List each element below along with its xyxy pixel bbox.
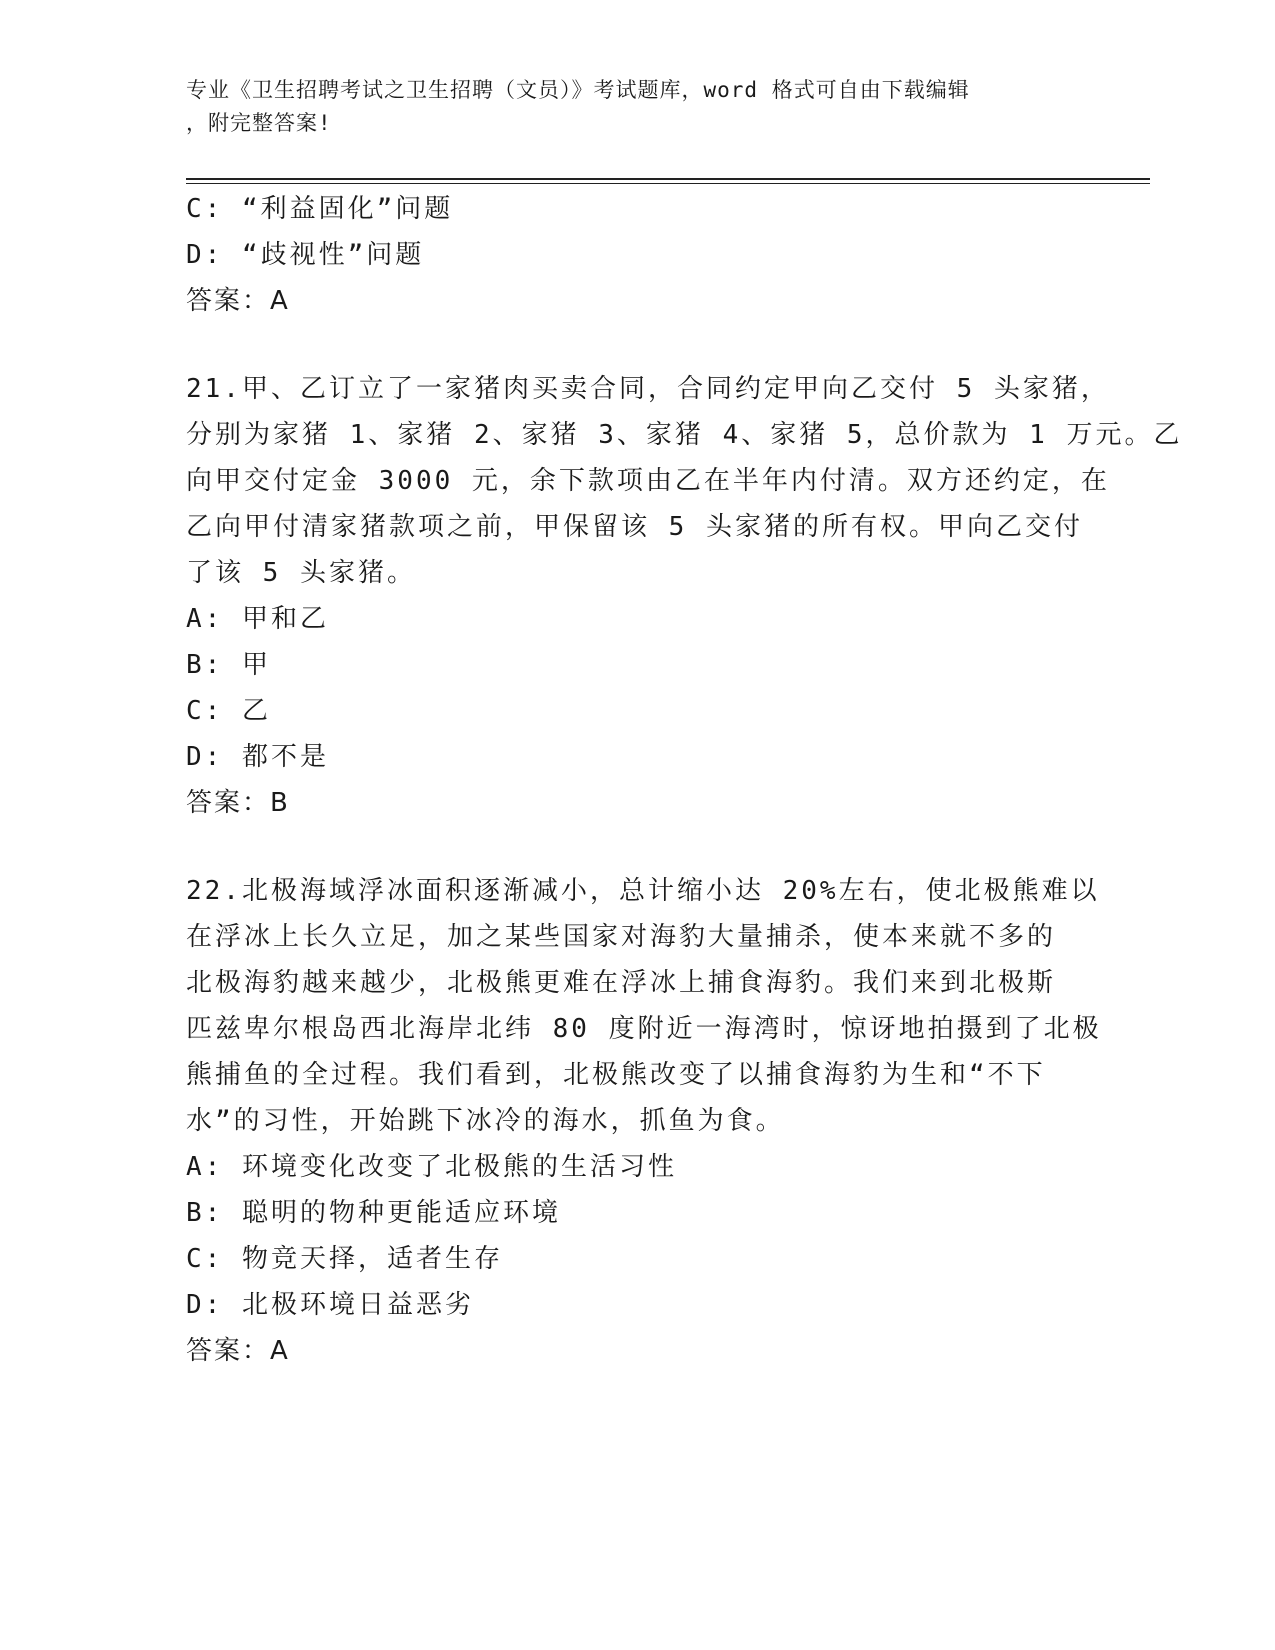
option-label: B:: [186, 1198, 224, 1228]
option-a: [186, 596, 1086, 642]
option-text: 乙: [241, 696, 271, 726]
header-title-line-2: ，附完整答案!: [186, 111, 332, 135]
option-text: 都不是: [241, 742, 329, 772]
option-text: “歧视性”问题: [241, 240, 425, 270]
question-text-line: 北极海豹越来越少，北极熊更难在浮冰上捕食海豹。我们来到北极斯: [186, 968, 1057, 998]
prev-question: [186, 186, 1086, 324]
question-text-line: 水”的习性，开始跳下冰冷的海水，抓鱼为食。: [186, 1106, 785, 1136]
question-text-line: 21.甲、乙订立了一家猪肉买卖合同，合同约定甲向乙交付 5 头家猪，: [186, 374, 1110, 404]
question-22: [186, 868, 1102, 1374]
option-label: C:: [186, 696, 224, 726]
question-text-line: 匹兹卑尔根岛西北海岸北纬 80 度附近一海湾时，惊讶地拍摄到了北极: [186, 1014, 1102, 1044]
question-text-line: 向甲交付定金 3000 元，余下款项由乙在半年内付清。双方还约定，在: [186, 466, 1110, 496]
option-d: [186, 1282, 1086, 1328]
option-text: 聪明的物种更能适应环境: [241, 1198, 561, 1228]
question-text-line: 了该 5 头家猪。: [186, 558, 416, 588]
option-a: [186, 1144, 1086, 1190]
option-d: [186, 734, 1086, 780]
spacer: [186, 324, 1086, 366]
question-text-line: 熊捕鱼的全过程。我们看到，北极熊改变了以捕食海豹为生和“不下: [186, 1060, 1046, 1090]
spacer: [186, 826, 1086, 868]
option-d: [186, 232, 1086, 278]
question-text-line: 在浮冰上长久立足，加之某些国家对海豹大量捕杀，使本来就不多的: [186, 922, 1057, 952]
option-label: C:: [186, 194, 224, 224]
option-label: D:: [186, 1290, 224, 1320]
option-c: [186, 688, 1086, 734]
answer-line: 答案：B: [186, 788, 290, 818]
option-label: A:: [186, 1152, 224, 1182]
option-text: 甲和乙: [241, 604, 329, 634]
option-b: [186, 642, 1086, 688]
option-text: 北极环境日益恶劣: [241, 1290, 474, 1320]
question-content: [186, 186, 1183, 1374]
option-b: [186, 1190, 1086, 1236]
option-text: 甲: [241, 650, 271, 680]
question-text-line: 乙向甲付清家猪款项之前，甲保留该 5 头家猪的所有权。甲向乙交付: [186, 512, 1083, 542]
option-label: C:: [186, 1244, 224, 1274]
page-header: [186, 74, 1066, 140]
option-c: [186, 186, 1086, 232]
option-label: B:: [186, 650, 224, 680]
answer-line: 答案：A: [186, 286, 290, 316]
option-text: 物竞天择，适者生存: [241, 1244, 503, 1274]
header-rule-thick: [186, 178, 1150, 180]
option-label: D:: [186, 742, 224, 772]
header-title-line-1: 专业《卫生招聘考试之卫生招聘（文员）》考试题库，word 格式可自由下载编辑: [186, 78, 970, 102]
header-rule-thin: [186, 183, 1150, 184]
option-text: 环境变化改变了北极熊的生活习性: [241, 1152, 677, 1182]
answer-line: 答案：A: [186, 1336, 290, 1366]
option-c: [186, 1236, 1086, 1282]
question-21: [186, 366, 1183, 826]
option-text: “利益固化”问题: [241, 194, 454, 224]
question-text-line: 22.北极海域浮冰面积逐渐减小，总计缩小达 20%左右，使北极熊难以: [186, 876, 1100, 906]
option-label: A:: [186, 604, 224, 634]
option-label: D:: [186, 240, 224, 270]
question-text-line: 分别为家猪 1、家猪 2、家猪 3、家猪 4、家猪 5，总价款为 1 万元。乙: [186, 420, 1183, 450]
